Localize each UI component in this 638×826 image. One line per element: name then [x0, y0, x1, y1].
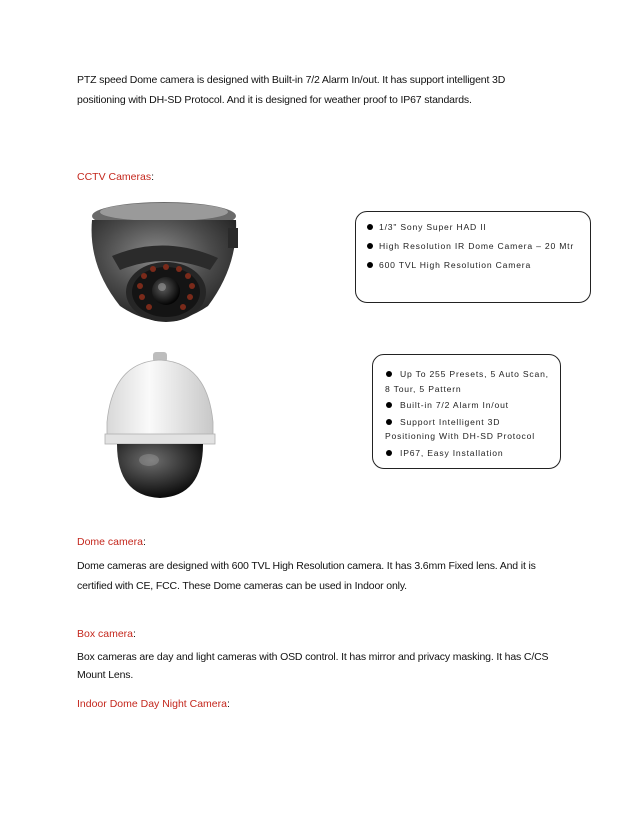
spec-item-text: Up To 255 Presets, 5 Auto Scan, [400, 369, 549, 379]
intro-line-1: PTZ speed Dome camera is designed with Built-in 7/2 Alarm In/out. It has support intelligent 3D [77, 74, 506, 86]
bullet-icon [367, 243, 373, 249]
box-heading [77, 627, 136, 641]
bullet-icon [367, 262, 373, 268]
spec-item-text: Built-in 7/2 Alarm In/out [400, 400, 509, 410]
box-paragraph [77, 648, 567, 684]
bullet-icon [386, 450, 392, 456]
spec-item [356, 237, 590, 256]
dark-dome-camera-image [78, 196, 248, 336]
indoor-dome-heading [77, 697, 230, 711]
box-heading-colon: : [133, 628, 136, 640]
bullet-icon [386, 371, 392, 377]
spec-item [373, 398, 560, 413]
bullet-icon [386, 402, 392, 408]
box-line-1: Box cameras are day and light cameras with OSD control. It has mirror and privacy masking. It has C/CS [77, 651, 549, 663]
spec-item [356, 256, 590, 275]
dome-heading-label: Dome camera [77, 536, 143, 548]
spec-item-text-continued: Positioning With DH-SD Protocol [385, 431, 535, 441]
spec-item [356, 218, 590, 237]
bullet-icon [386, 419, 392, 425]
dome-paragraph [77, 556, 567, 596]
box-line-2: Mount Lens. [77, 669, 134, 681]
specs-callout-2 [372, 354, 561, 469]
spec-item-text: High Resolution IR Dome Camera – 20 Mtr [379, 241, 575, 251]
white-ptz-dome-camera-image [103, 352, 218, 500]
spec-item-text: 600 TVL High Resolution Camera [379, 260, 532, 270]
dome-line-1: Dome cameras are designed with 600 TVL High Resolution camera. It has 3.6mm Fixed lens. And it is [77, 560, 536, 572]
cctv-heading [77, 170, 154, 184]
specs-callout-1 [355, 211, 591, 303]
spec-item [373, 415, 560, 444]
intro-line-2: positioning with DH-SD Protocol. And it is designed for weather proof to IP67 standards. [77, 94, 472, 106]
spec-item-text: Support Intelligent 3D [400, 416, 501, 427]
indoor-dome-heading-colon: : [226, 698, 230, 710]
indoor-dome-heading-label: Indoor Dome Day Night Camera [77, 698, 227, 710]
dome-heading [77, 535, 146, 549]
dome-heading-colon: : [142, 536, 146, 548]
spec-item [373, 446, 560, 461]
dome-line-2: certified with CE, FCC. These Dome cameras can be used in Indoor only. [77, 580, 407, 592]
cctv-heading-label: CCTV Cameras [77, 171, 152, 183]
bullet-icon [367, 224, 373, 230]
spec-item-text: 1/3" Sony Super HAD II [379, 222, 487, 232]
spec-item [373, 367, 560, 396]
box-heading-label: Box camera [77, 628, 134, 640]
intro-paragraph [77, 70, 567, 110]
cctv-heading-colon: : [151, 171, 155, 183]
spec-item-text: IP67, Easy Installation [400, 447, 504, 458]
spec-item-text-continued: 8 Tour, 5 Pattern [385, 383, 462, 394]
